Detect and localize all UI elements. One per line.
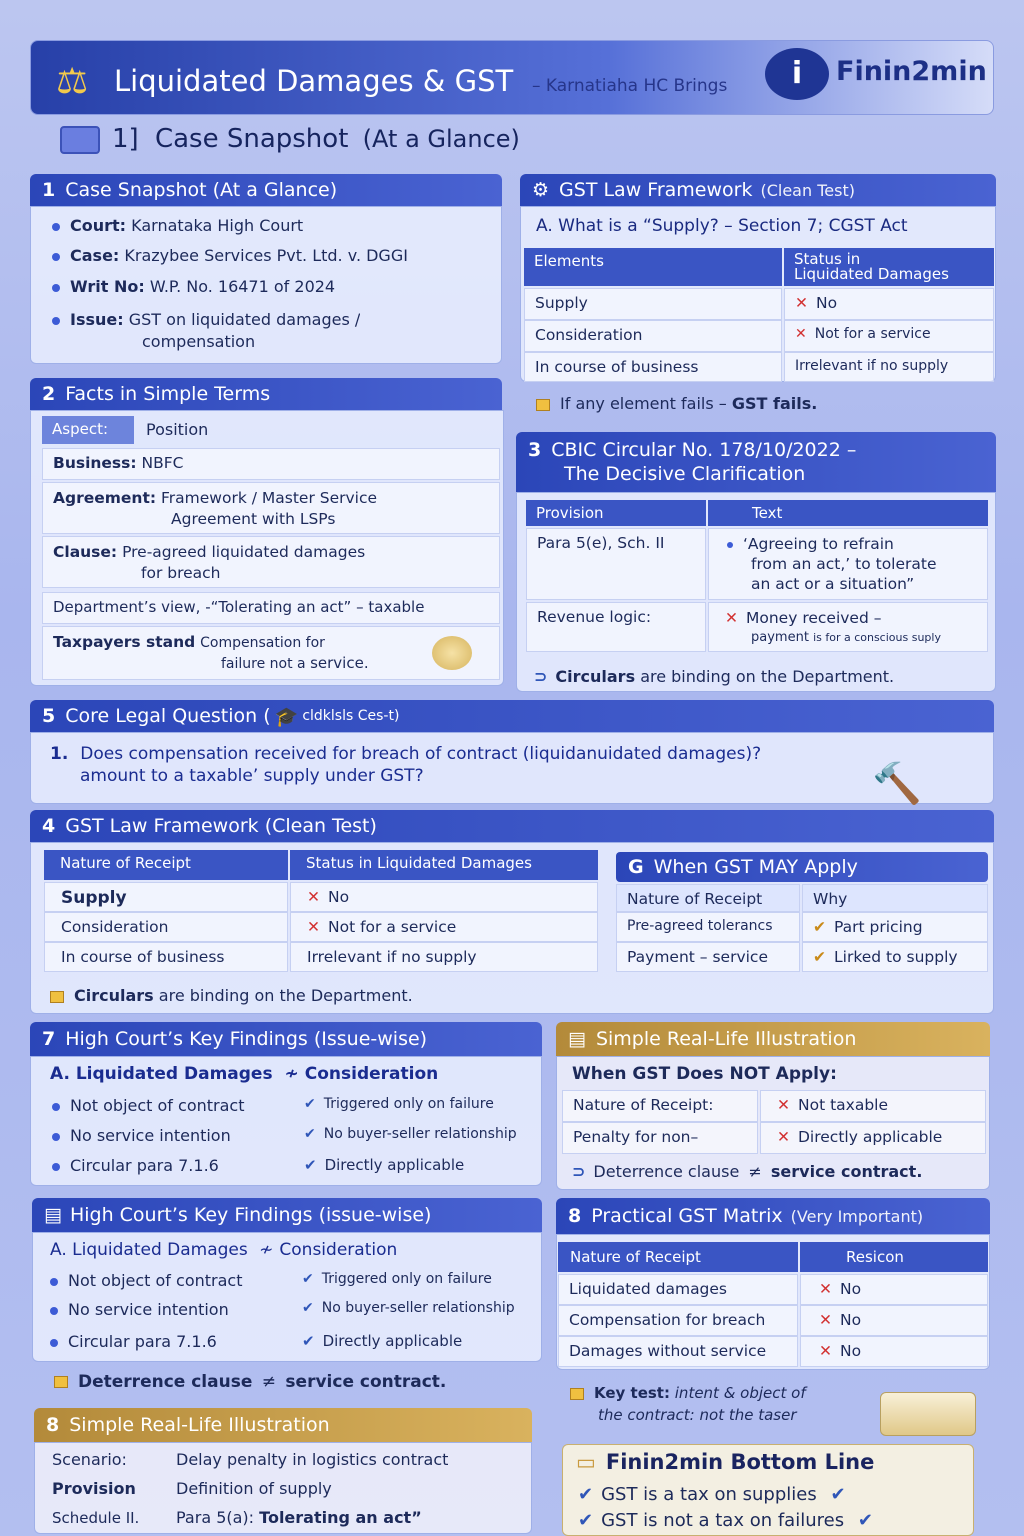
table-cell: Damages without service [558, 1336, 798, 1367]
may-apply-col2: Why [802, 884, 988, 912]
illus-bottom-title: Simple Real-Life Illustration [69, 1414, 330, 1436]
check-icon: ✔ [302, 1332, 315, 1350]
findings-row: No service intention ✔ No buyer-seller relationship [52, 1126, 538, 1145]
table-cell: In course of business [44, 942, 288, 972]
bottom-line-item: ✔ GST is a tax on supplies ✔ [578, 1484, 846, 1505]
framework-mid-col1: Nature of Receipt [44, 850, 288, 880]
findings2-title: High Court’s Key Findings (issue-wise) [69, 1204, 432, 1226]
framework-top-title: GST Law Framework [559, 179, 753, 201]
snapshot-header [30, 174, 502, 206]
table-cell: ✕ Not taxable [760, 1090, 986, 1122]
table-cell: ✔ Lirked to supply [802, 942, 988, 972]
matrix-header [556, 1198, 990, 1234]
facts-title: Facts in Simple Terms [65, 383, 271, 405]
bullet-icon [50, 1339, 58, 1347]
brand-logo-icon: i [765, 48, 829, 100]
illus-top-header [556, 1022, 990, 1056]
snapshot-item: Court: Karnataka High Court [52, 216, 303, 235]
findings1-subtitle: A. Liquidated Damages ≁ Consideration [50, 1064, 439, 1084]
circular-r2-k: Revenue logic: [526, 602, 706, 652]
framework-mid-note: Circulars are binding on the Department. [50, 986, 413, 1005]
matrix-title: Practical GST Matrix [591, 1205, 783, 1227]
matrix-title-paren: (Very Important) [790, 1206, 924, 1226]
x-icon: ✕ [307, 918, 320, 936]
check-icon: ✔ [302, 1271, 314, 1287]
table-cell: Compensation for breach [558, 1305, 798, 1336]
table-cell: Pre-agreed tolerancs [616, 912, 800, 942]
table-cell: ✕ No [784, 288, 994, 320]
question-header [30, 700, 994, 732]
snapshot-item: Issue: GST on liquidated damages / [52, 310, 360, 329]
snapshot-title: Case Snapshot (At a Glance) [65, 179, 338, 201]
circular-title1: CBIC Circular No. 178/10/2022 – [551, 439, 857, 461]
x-icon: ✕ [819, 1342, 832, 1360]
brand-name: Finin2min [836, 56, 987, 87]
graduation-cap-icon: 🎓 [274, 705, 299, 728]
gavel-icon: 🔨 [872, 761, 922, 807]
bottom-line-item: ✔ GST is not a tax on failures ✔ [578, 1510, 873, 1531]
circular-title2: The Decisive Clarification [564, 463, 806, 485]
findings2-note: Deterrence clause ≠ service contract. [54, 1372, 446, 1392]
snapshot-heading-paren: (At a Glance) [362, 125, 520, 153]
x-icon: ✕ [777, 1128, 790, 1146]
check-icon: ✔ [578, 1484, 594, 1505]
doc-icon: ▤ [568, 1028, 586, 1050]
findings1-num: 7 [42, 1028, 56, 1050]
x-icon: ✕ [777, 1096, 790, 1114]
note-icon [54, 1376, 68, 1388]
may-apply-col1: Nature of Receipt [616, 884, 800, 912]
question-title: Core Legal Question ( [65, 705, 271, 727]
circular-col2: Text [708, 500, 988, 526]
circular-r1-k: Para 5(e), Sch. II [526, 528, 706, 600]
snapshot-heading [112, 124, 520, 154]
table-cell: Penalty for non– [562, 1122, 758, 1154]
snapshot-item: Writ No: W.P. No. 16471 of 2024 [52, 277, 335, 296]
illus-bottom-num: 8 [46, 1414, 60, 1436]
table-cell: Payment – service [616, 942, 800, 972]
table-cell: ✕ No [290, 882, 598, 912]
facts-row: Clause: Pre-agreed liquidated damages for breach [42, 536, 500, 588]
matrix-key-test: Key test: intent & object of the contract: not the taser [570, 1382, 806, 1426]
circular-num: 3 [528, 439, 542, 461]
facts-col1: Aspect: [42, 416, 134, 444]
x-icon: ✕ [819, 1280, 832, 1298]
circular-r1-v: ‘Agreeing to refrain from an act,’ to tolerate an act or a situation” [708, 528, 988, 600]
matrix-col2: Resicon [800, 1242, 988, 1272]
clipboard-icon: ▭ [576, 1450, 596, 1474]
table-cell: Irrelevant if no supply [784, 352, 994, 382]
snapshot-heading-text: Case Snapshot [154, 124, 349, 154]
x-icon: ✕ [725, 609, 738, 627]
note-icon [570, 1388, 584, 1400]
snapshot-num: 1 [42, 179, 56, 201]
facts-header [30, 378, 502, 410]
table-cell: Liquidated damages [558, 1274, 798, 1305]
may-apply-title: When GST MAY Apply [653, 856, 858, 878]
check-icon: ✔ [830, 1484, 846, 1505]
check-icon: ✔ [304, 1126, 316, 1142]
framework-mid-num: 4 [42, 815, 56, 837]
question-num: 5 [42, 705, 56, 727]
table-cell: ✕ Directly applicable [760, 1122, 986, 1154]
bullet-icon [50, 1278, 58, 1286]
not-equal-icon: ≠ [261, 1372, 277, 1392]
arrow-icon: ⊃ [572, 1162, 586, 1181]
coins-icon [432, 636, 472, 670]
table-cell: Consideration [524, 320, 782, 352]
not-equal-icon: ≁ [259, 1240, 274, 1260]
banner-subtitle: – Karnatiaha HC Brings [532, 76, 728, 96]
question-title-tail: cldklsls Ces-t) [302, 708, 400, 724]
x-icon: ✕ [819, 1311, 832, 1329]
illus-top-title: Simple Real-Life Illustration [595, 1028, 857, 1050]
network-icon: ⚙ [532, 179, 550, 201]
bullet-icon [52, 253, 60, 261]
bullet-icon [52, 284, 60, 292]
doc-icon: ▤ [44, 1204, 62, 1226]
facts-row: Taxpayers stand Compensation for failure not a service. [42, 626, 500, 680]
framework-mid-col2: Status in Liquidated Damages [290, 850, 598, 880]
table-cell: ✕ No [800, 1305, 988, 1336]
note-icon [50, 991, 64, 1003]
circular-header [516, 432, 996, 492]
framework-mid-title: GST Law Framework (Clean Test) [65, 815, 377, 837]
table-cell: ✕ No [800, 1336, 988, 1367]
facts-num: 2 [42, 383, 56, 405]
framework-top-col2: Status in Liquidated Damages [784, 248, 994, 286]
table-cell: Irrelevant if no supply [290, 942, 598, 972]
matrix-num: 8 [568, 1205, 582, 1227]
x-icon: ✕ [795, 294, 808, 312]
framework-mid-header [30, 810, 994, 842]
table-cell: Nature of Receipt: [562, 1090, 758, 1122]
check-icon: ✔ [302, 1300, 314, 1316]
bullet-icon [52, 317, 60, 325]
arrow-icon: ⊃ [534, 667, 548, 686]
x-icon: ✕ [795, 326, 807, 342]
framework-top-subtitle: A. What is a “Supply? – Section 7; CGST Act [536, 216, 908, 236]
not-equal-icon: ≁ [284, 1064, 299, 1084]
bullet-icon [52, 1163, 60, 1171]
may-apply-header [616, 852, 988, 882]
circular-col1: Provision [526, 500, 706, 526]
bullet-icon [52, 1133, 60, 1141]
bullet-icon [52, 1103, 60, 1111]
bullet-icon [727, 542, 733, 548]
framework-top-header [520, 174, 996, 206]
findings-row: Circular para 7.1.6 ✔ Directly applicable [52, 1156, 538, 1175]
facts-col2: Position [146, 420, 209, 439]
snapshot-heading-num: 1] [112, 124, 139, 154]
snapshot-item-cont: compensation [142, 332, 256, 351]
check-icon: ✔ [304, 1096, 316, 1112]
findings-row: Not object of contract ✔ Triggered only on failure [50, 1271, 538, 1290]
circular-note: ⊃ Circulars are binding on the Department. [534, 667, 895, 686]
findings-row: Not object of contract ✔ Triggered only on failure [52, 1096, 538, 1115]
illus-row: Schedule II. Para 5(a): Tolerating an act” [52, 1508, 422, 1527]
question-text: 1. Does compensation received for breach of contract (liquidanuidated damages)? amount to a taxable’ supply under GST? [50, 744, 762, 786]
table-cell: Consideration [44, 912, 288, 942]
matrix-col1: Nature of Receipt [558, 1242, 798, 1272]
framework-top-title-paren: (Clean Test) [760, 180, 855, 200]
table-cell: ✕ Not for a service [290, 912, 598, 942]
table-cell: ✔ Part pricing [802, 912, 988, 942]
check-icon: ✔ [813, 918, 826, 936]
facts-row: Business: NBFC [42, 448, 500, 480]
circular-r2-v: ✕ Money received – payment is for a conscious suply [708, 602, 988, 652]
scales-icon: ⚖ [56, 61, 89, 102]
tag-icon: G [628, 856, 644, 878]
findings-row: Circular para 7.1.6 ✔ Directly applicable [50, 1332, 538, 1351]
findings2-header [32, 1198, 542, 1232]
illus-top-sub: When GST Does NOT Apply: [572, 1064, 837, 1084]
briefcase-icon [60, 126, 100, 154]
table-cell: Supply [524, 288, 782, 320]
illus-row: Scenario: Delay penalty in logistics contract [52, 1450, 449, 1469]
table-cell: Supply [44, 882, 288, 912]
bullet-icon [52, 223, 60, 231]
check-icon: ✔ [578, 1510, 594, 1531]
facts-row: Agreement: Framework / Master Service Agreement with LSPs [42, 482, 500, 534]
illus-top-note: ⊃ Deterrence clause ≠ service contract. [572, 1162, 923, 1181]
facts-row: Department’s view, -“Tolerating an act” – taxable [42, 592, 500, 624]
framework-top-col1: Elements [524, 248, 782, 286]
findings1-title: High Court’s Key Findings (Issue-wise) [65, 1028, 428, 1050]
check-icon: ✔ [813, 948, 826, 966]
bullet-icon [50, 1307, 58, 1315]
illus-bottom-header [34, 1408, 532, 1442]
not-equal-icon: ≠ [748, 1162, 762, 1181]
findings1-header [30, 1022, 542, 1056]
table-cell: ✕ Not for a service [784, 320, 994, 352]
documents-icon [880, 1392, 976, 1436]
findings-row: No service intention ✔ No buyer-seller relationship [50, 1300, 538, 1319]
check-icon: ✔ [304, 1156, 317, 1174]
note-icon [536, 399, 550, 411]
bottom-line-title: ▭ Finin2min Bottom Line [576, 1450, 875, 1474]
illus-row: Provision Definition of supply [52, 1479, 332, 1498]
check-icon: ✔ [857, 1510, 873, 1531]
table-cell: ✕ No [800, 1274, 988, 1305]
framework-top-note: If any element fails – GST fails. [536, 394, 817, 413]
x-icon: ✕ [307, 888, 320, 906]
findings2-subtitle: A. Liquidated Damages ≁ Consideration [50, 1240, 398, 1260]
banner-title: Liquidated Damages & GST [114, 64, 514, 98]
snapshot-item: Case: Krazybee Services Pvt. Ltd. v. DGGI [52, 246, 408, 265]
table-cell: In course of business [524, 352, 782, 382]
